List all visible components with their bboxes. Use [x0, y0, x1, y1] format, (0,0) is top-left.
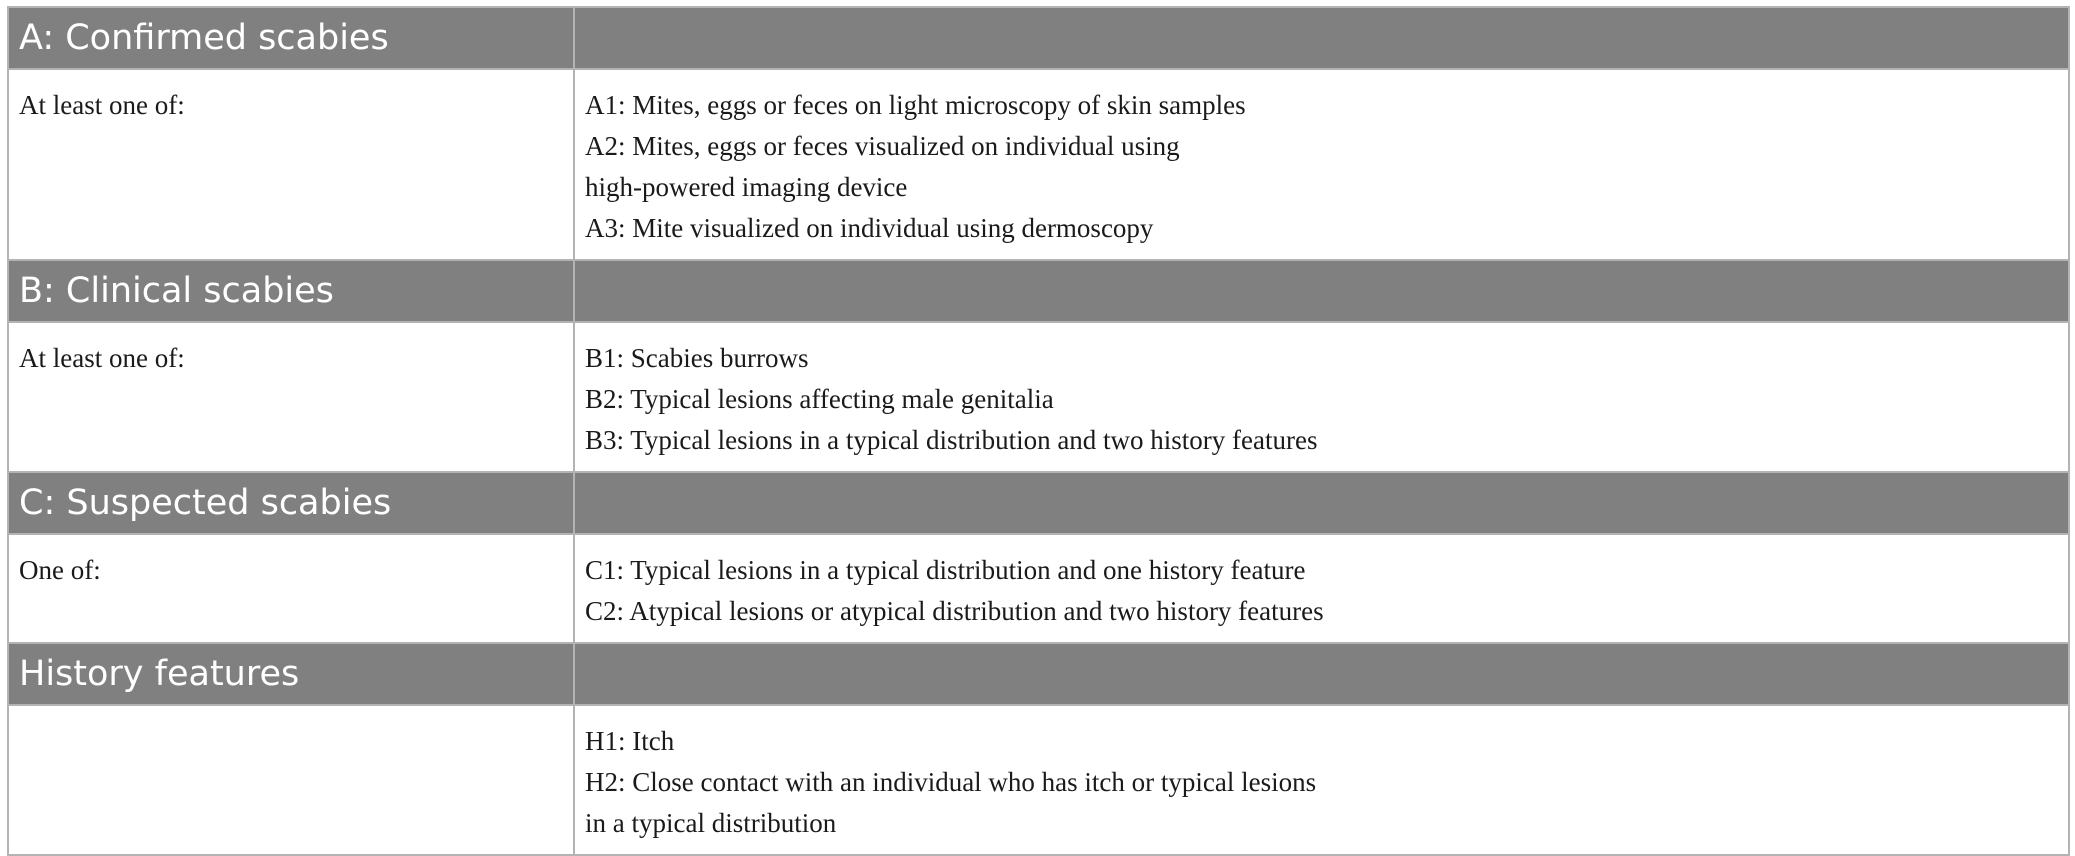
- section-body-row-b: [8, 322, 2069, 472]
- criterion-h1: H1: Itch: [585, 726, 675, 756]
- section-criteria-a: [574, 69, 2069, 260]
- section-header-row-c: [8, 472, 2069, 534]
- section-criteria-c: [574, 534, 2069, 643]
- section-body-row-a: [8, 69, 2069, 260]
- criterion-a2: A2: Mites, eggs or feces visualized on individual using: [585, 131, 1180, 161]
- criterion-a1: A1: Mites, eggs or feces on light microscopy of skin samples: [585, 90, 1246, 120]
- section-header-b-empty: [574, 260, 2069, 322]
- section-body-row-c: [8, 534, 2069, 643]
- criterion-a2-continued: high-powered imaging device: [585, 172, 908, 202]
- criterion-b1: B1: Scabies burrows: [585, 343, 809, 373]
- section-header-row-b: [8, 260, 2069, 322]
- section-label-a: At least one of:: [8, 69, 574, 260]
- section-header-c: C: Suspected scabies: [8, 472, 574, 534]
- section-criteria-h: [574, 705, 2069, 855]
- criterion-b3: B3: Typical lesions in a typical distribution and two history features: [585, 425, 1318, 455]
- section-header-b: B: Clinical scabies: [8, 260, 574, 322]
- section-header-a-empty: [574, 7, 2069, 69]
- section-header-row-a: [8, 7, 2069, 69]
- section-header-c-empty: [574, 472, 2069, 534]
- criterion-c2: C2: Atypical lesions or atypical distribution and two history features: [585, 596, 1324, 626]
- scabies-criteria-table: [7, 6, 2070, 856]
- section-body-row-h: [8, 705, 2069, 855]
- section-header-h-empty: [574, 643, 2069, 705]
- section-label-h: [8, 705, 574, 855]
- section-label-b: At least one of:: [8, 322, 574, 472]
- criterion-h2-continued: in a typical distribution: [585, 808, 837, 838]
- criteria-table-container: [7, 6, 2068, 856]
- section-header-row-h: [8, 643, 2069, 705]
- criterion-b2: B2: Typical lesions affecting male genitalia: [585, 384, 1054, 414]
- criterion-h2: H2: Close contact with an individual who has itch or typical lesions: [585, 767, 1317, 797]
- section-criteria-b: [574, 322, 2069, 472]
- section-header-a: A: Confirmed scabies: [8, 7, 574, 69]
- section-label-c: One of:: [8, 534, 574, 643]
- section-header-h: History features: [8, 643, 574, 705]
- criterion-a3: A3: Mite visualized on individual using dermoscopy: [585, 213, 1154, 243]
- criterion-c1: C1: Typical lesions in a typical distribution and one history feature: [585, 555, 1306, 585]
